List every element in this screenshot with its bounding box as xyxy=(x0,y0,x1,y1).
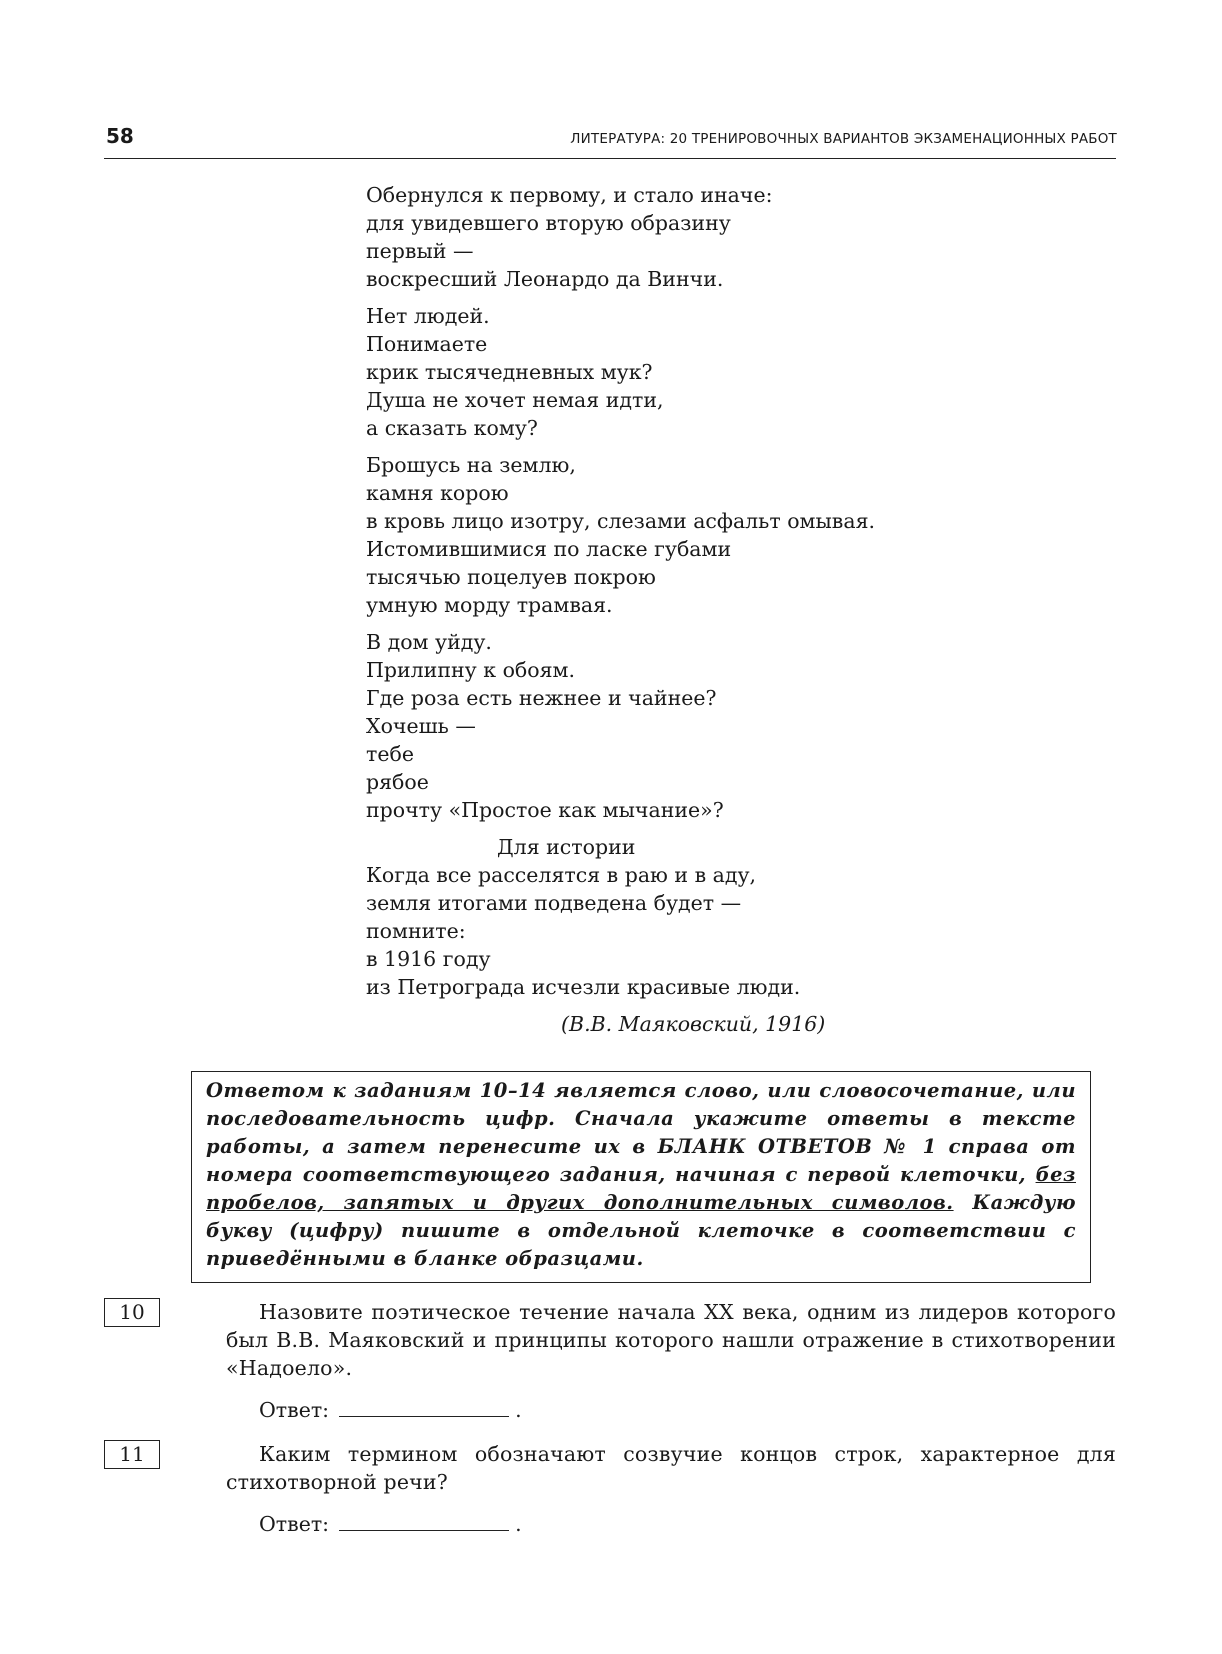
answer-label: Ответ: xyxy=(259,1398,330,1422)
poem-line: умную морду трамвая. xyxy=(366,593,613,617)
task-question-text: Каким термином обозначают созвучие концов строк, характерное для стихотворной речи? xyxy=(226,1442,1116,1494)
page-number: 58 xyxy=(106,124,134,148)
instruction-underlined: без пробелов, запятых и других дополнительных символов. xyxy=(206,1163,1076,1214)
poem-line: рябое xyxy=(366,770,429,794)
poem xyxy=(366,181,1086,1038)
task-11 xyxy=(104,1440,1116,1538)
instruction-box xyxy=(191,1071,1091,1283)
stanza-title: Для истории xyxy=(497,835,636,859)
poem-line: земля итогами подведена будет — xyxy=(366,891,742,915)
answer-label: Ответ: xyxy=(259,1512,330,1536)
task-number-box: 10 xyxy=(104,1298,160,1327)
task-question xyxy=(226,1440,1116,1496)
poem-line: Прилипну к обоям. xyxy=(366,658,576,682)
poem-line: первый — xyxy=(366,239,474,263)
instruction-text-end: Каждую букву (цифру) пишите в отдельной клеточке в соответствии с приведёнными в бланке образцами. xyxy=(206,1191,1076,1270)
poem-line: В дом уйду. xyxy=(366,630,492,654)
stanza-2 xyxy=(366,302,1086,442)
task-number-box: 11 xyxy=(104,1440,160,1469)
poem-line: в 1916 году xyxy=(366,947,491,971)
poem-line: прочту «Простое как мычание»? xyxy=(366,798,724,822)
header-rule xyxy=(104,158,1116,159)
poem-line: Нет людей. xyxy=(366,304,490,328)
poem-line: Обернулся к первому, и стало иначе: xyxy=(366,183,773,207)
poem-line: Когда все расселятся в раю и в аду, xyxy=(366,863,757,887)
stanza-3 xyxy=(366,451,1086,619)
poem-line: Истомившимися по ласке губами xyxy=(366,537,732,561)
poem-line: камня корою xyxy=(366,481,509,505)
poem-line: в кровь лицо изотру, слезами асфальт омывая. xyxy=(366,509,876,533)
poem-line: воскресший Леонардо да Винчи. xyxy=(366,267,724,291)
poem-line: Где роза есть нежнее и чайнее? xyxy=(366,686,717,710)
poem-line: тебе xyxy=(366,742,414,766)
poem-line: Понимаете xyxy=(366,332,488,356)
poem-line: а сказать кому? xyxy=(366,416,538,440)
poem-line: Хочешь — xyxy=(366,714,476,738)
answer-field[interactable] xyxy=(339,1398,509,1417)
task-question-text: Назовите поэтическое течение начала XX века, одним из лидеров которого был В.В. Маяковский и принципы которого нашли отражение в стихотворении «Надоело». xyxy=(226,1300,1116,1380)
poem-line: помните: xyxy=(366,919,466,943)
answer-row xyxy=(226,1510,1116,1538)
task-10 xyxy=(104,1298,1116,1424)
task-question xyxy=(226,1298,1116,1382)
poem-line: крик тысячедневных мук? xyxy=(366,360,653,384)
poem-line: Брошусь на землю, xyxy=(366,453,576,477)
poem-line: Душа не хочет немая идти, xyxy=(366,388,664,412)
stanza-1 xyxy=(366,181,1086,293)
running-header: ЛИТЕРАТУРА: 20 ТРЕНИРОВОЧНЫХ ВАРИАНТОВ ЭКЗАМЕНАЦИОННЫХ РАБОТ xyxy=(570,131,1117,147)
stanza-final xyxy=(366,833,1086,1001)
answer-end: . xyxy=(515,1398,522,1422)
answer-field[interactable] xyxy=(339,1512,509,1531)
poem-line: тысячью поцелуев покрою xyxy=(366,565,656,589)
poem-line: для увидевшего вторую образину xyxy=(366,211,731,235)
answer-row xyxy=(226,1396,1116,1424)
instruction-text: Ответом к заданиям 10–14 является слово, или словосочетание, или последовательность цифр. Сначала укажите ответы в тексте работы, а затем перенесите их в БЛАНК ОТВЕТОВ № 1 справа от номера соответствующего задания, начиная с первой клеточки, xyxy=(206,1079,1076,1186)
poem-line: из Петрограда исчезли красивые люди. xyxy=(366,975,801,999)
stanza-4 xyxy=(366,628,1086,824)
poem-attribution: (В.В. Маяковский, 1916) xyxy=(561,1012,826,1036)
answer-end: . xyxy=(515,1512,522,1536)
